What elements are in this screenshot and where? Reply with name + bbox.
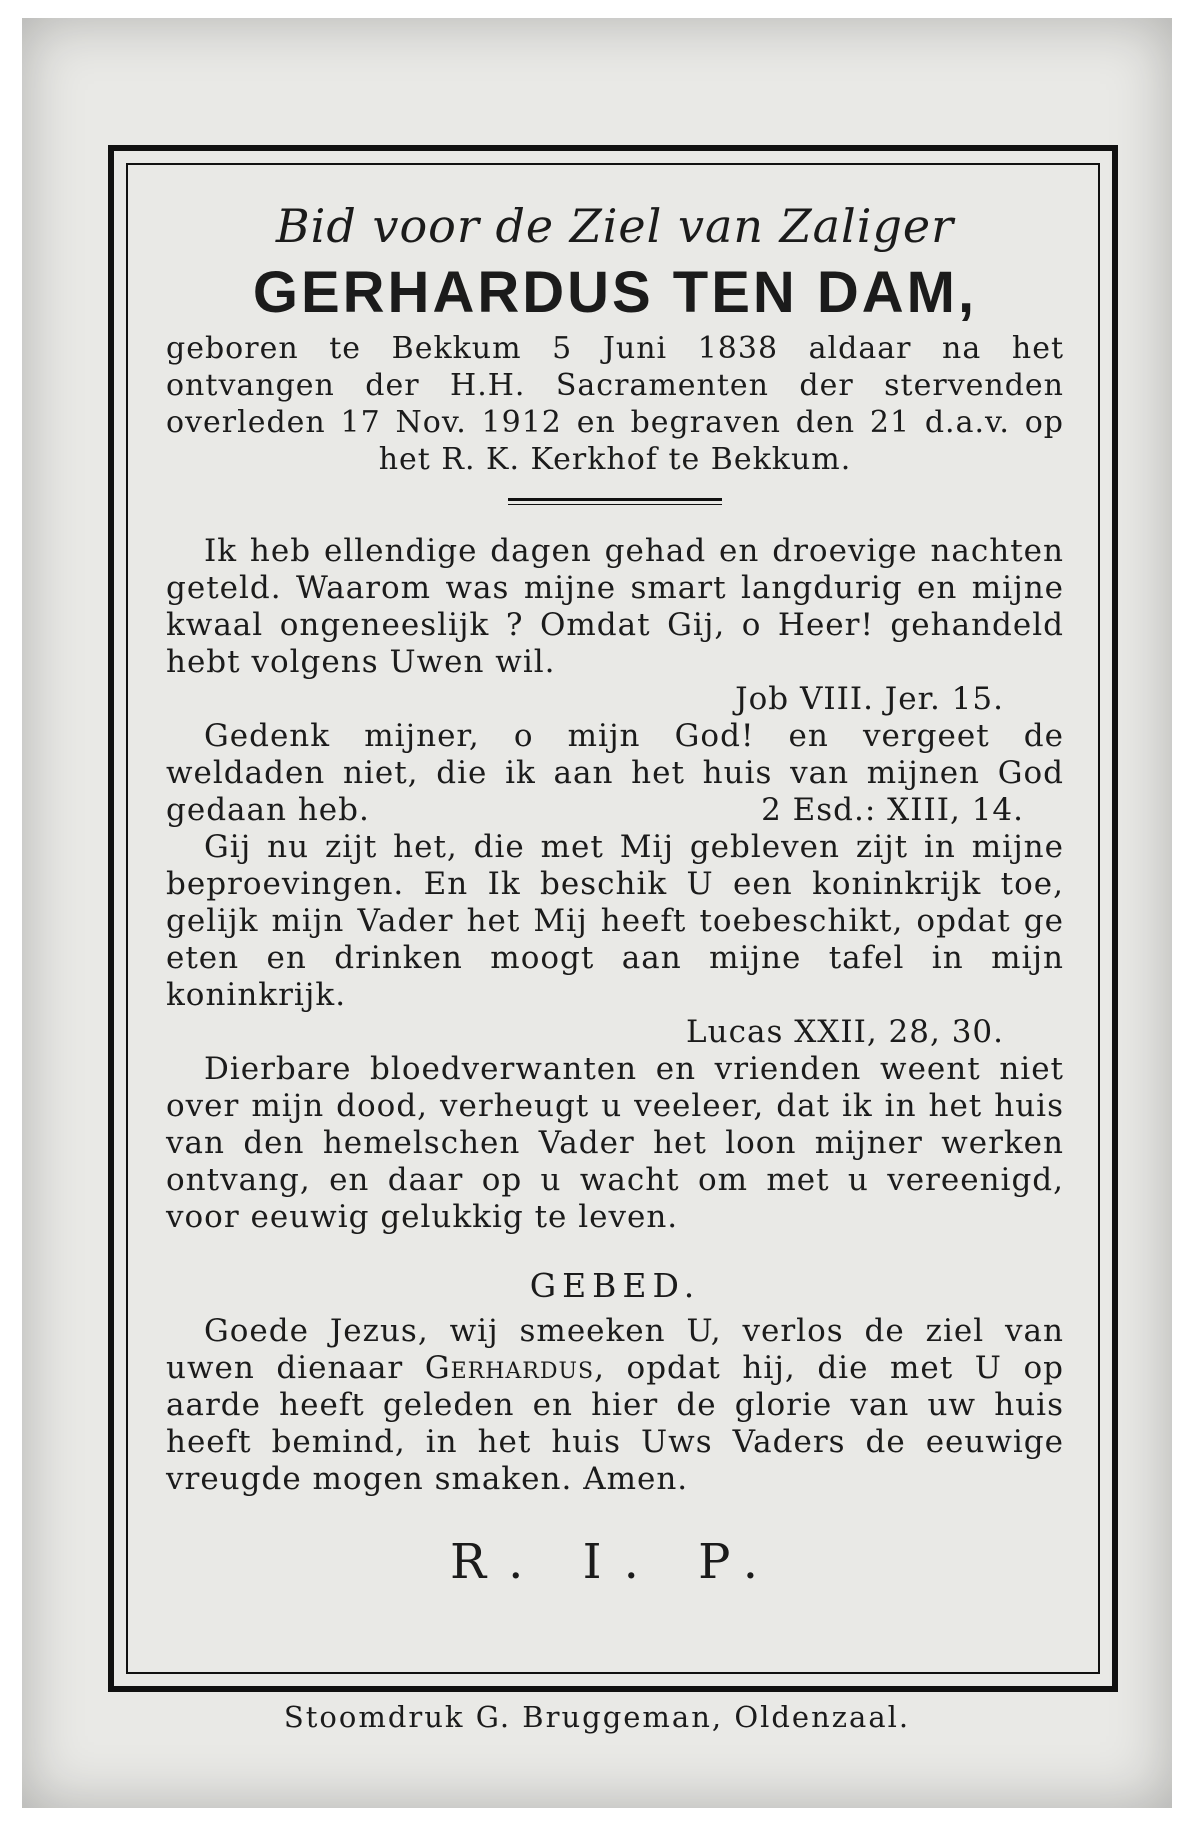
quote-text: Ik heb ellendige dagen gehad en droevige nachten geteld. Waarom was mijne smart langdurig en mijne kwaal ongeneeslijk ? Omdat Gij, o Heer! gehandeld hebt volgens Uwen wil.: [166, 533, 1064, 680]
prayer-text: [166, 1313, 1064, 1498]
quote-reference: Job VIII. Jer. 15.: [735, 681, 1004, 717]
biography-text: geboren te Bekkum 5 Juni 1838 aldaar na het ontvangen der H.H. Sacramenten der stervenden overleden 17 Nov. 1912 en begraven den 21 d.a.v. op het R. K. Kerkhof te Bekkum.: [166, 331, 1064, 477]
quote-block: [166, 533, 1064, 1236]
quote-reference: 2 Esd.: XIII, 14.: [761, 792, 1024, 828]
rip-text: R. I. P.: [450, 1534, 780, 1590]
card-content: [166, 165, 1064, 1672]
deceased-name: GERHARDUS TEN DAM,: [252, 260, 978, 325]
prayer-block: [166, 1313, 1064, 1498]
memorial-card: [22, 18, 1172, 1808]
quote-body: Gedenk mijner, o mijn God! en vergeet de weldaden niet, die ik aan het huis van mijnen God gedaan heb.: [166, 718, 1064, 828]
quote-text: Dierbare bloedverwanten en vrienden weent niet over mijn dood, verheugt u veeleer, dat ik in het huis van den hemelschen Vader het loon mijner werken ontvang, en daar op u wacht om met u vereenigd, voor eeuwig gelukkig te leven.: [166, 1051, 1064, 1235]
quote-reference: Lucas XXII, 28, 30.: [686, 1014, 1004, 1050]
printer-imprint: Stoomdruk G. Bruggeman, Oldenzaal.: [283, 1700, 911, 1734]
prayer-heading: Bid voor de Ziel van Zaliger: [275, 199, 955, 253]
prayer-text-start: Goede Jezus, wij smeeken U, verlos de ziel van uwen dienaar: [166, 1313, 1064, 1386]
divider-rule: [508, 498, 722, 505]
quote-text: [166, 718, 1064, 829]
prayer-title: GEBED.: [529, 1266, 701, 1305]
prayer-name: Gerhardus: [424, 1350, 595, 1386]
prayer-text-end: , opdat hij, die met U op aarde heeft geleden en hier de glorie van uw huis heeft bemind, in het huis Uws Vaders de eeuwige vreugde mogen smaken. Amen.: [166, 1350, 1064, 1497]
card-inner-border: [126, 163, 1100, 1674]
card-border: [108, 145, 1118, 1692]
quote-text: Gij nu zijt het, die met Mij gebleven zijt in mijne beproevingen. En Ik beschik U een koninkrijk toe, gelijk mijn Vader het Mij heeft toebeschikt, opdat ge eten en drinken moogt aan mijne tafel in mijn koninkrijk.: [166, 829, 1064, 1013]
